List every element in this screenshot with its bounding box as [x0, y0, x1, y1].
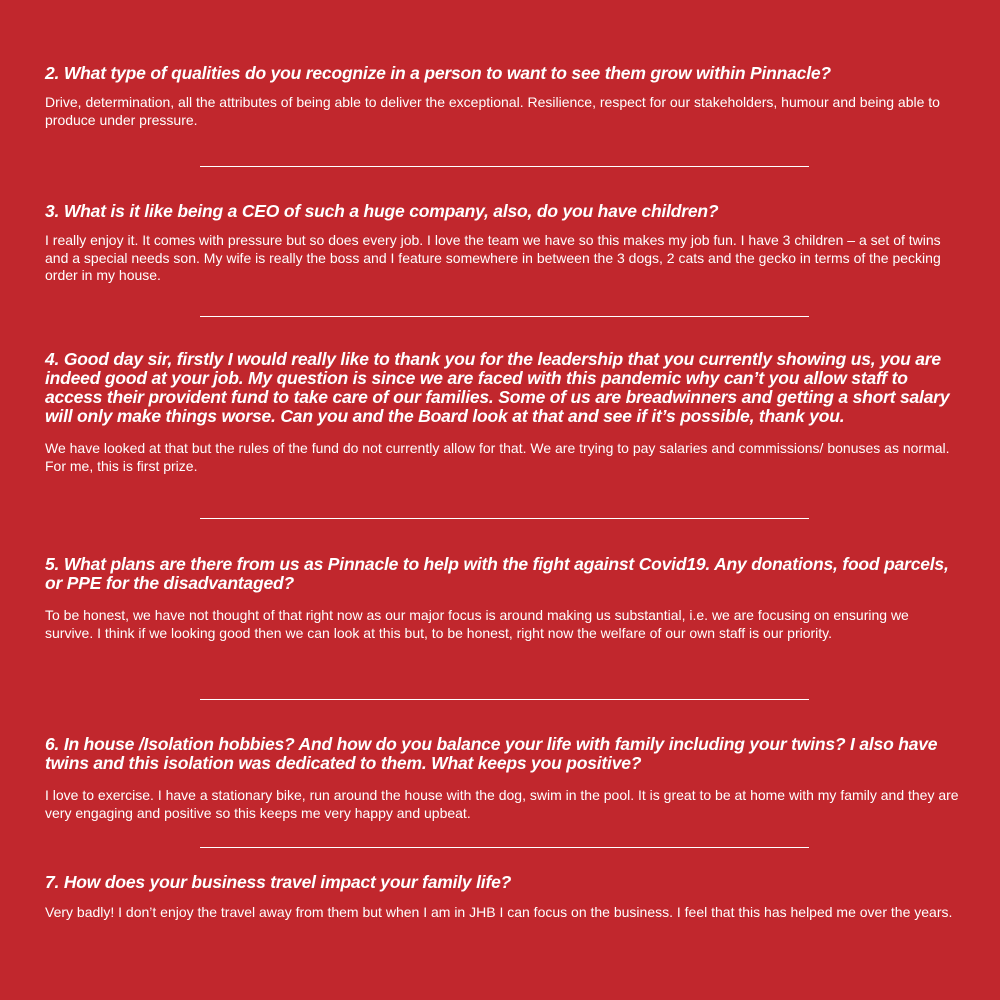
section-divider: [200, 699, 809, 700]
answer-text: Very badly! I don’t enjoy the travel away from them but when I am in JHB I can focus on the business. I feel that this has helped me over the years.: [45, 904, 953, 920]
question-text: 4. Good day sir, firstly I would really like to thank you for the leadership that you currently showing us, you are indeed good at your job. My question is since we are faced with this pandemic why can’t you allow staff to access their provident fund to take care of our families. Some of us are breadwinners and getting a short salary will only make things worse. Can you and the Board look at that and see if it’s possible, thank you.: [45, 349, 950, 426]
answer-text: We have looked at that but the rules of the fund do not currently allow for that. We are trying to pay salaries and commissions/ bonuses as normal. For me, this is first prize.: [45, 440, 950, 474]
question-text: 6. In house /Isolation hobbies? And how do you balance your life with family including your twins? I also have twins and this isolation was dedicated to them. What keeps you positive?: [45, 734, 938, 773]
qa-block-4: [45, 350, 960, 475]
answer-text: Drive, determination, all the attributes of being able to deliver the exceptional. Resilience, respect for our stakeholders, humour and being able to produce under pressure.: [45, 94, 940, 128]
question-text: 3. What is it like being a CEO of such a huge company, also, do you have children?: [45, 201, 719, 221]
qa-block-3: [45, 202, 960, 285]
section-divider: [200, 518, 809, 519]
question-text: 2. What type of qualities do you recognize in a person to want to see them grow within Pinnacle?: [45, 63, 831, 83]
answer-text: I love to exercise. I have a stationary bike, run around the house with the dog, swim in the pool. It is great to be at home with my family and they are very engaging and positive so this keeps me very happy and upbeat.: [45, 787, 959, 821]
answer-text: To be honest, we have not thought of that right now as our major focus is around making us substantial, i.e. we are focusing on ensuring we survive. I think if we looking good then we can look at this but, to be honest, right now the welfare of our own staff is our priority.: [45, 607, 909, 641]
section-divider: [200, 847, 809, 848]
section-divider: [200, 316, 809, 317]
question-text: 5. What plans are there from us as Pinnacle to help with the fight against Covid19. Any donations, food parcels, or PPE for the disadvantaged?: [45, 554, 949, 593]
section-divider: [200, 166, 809, 167]
qa-block-2: [45, 64, 960, 129]
qa-block-5: [45, 555, 960, 642]
qa-block-7: [45, 873, 960, 922]
answer-text: I really enjoy it. It comes with pressure but so does every job. I love the team we have so this makes my job fun. I have 3 children – a set of twins and a special needs son. My wife is really the boss and I feature somewhere in between the 3 dogs, 2 cats and the gecko in terms of the pecking order in my house.: [45, 232, 941, 283]
question-text: 7. How does your business travel impact your family life?: [45, 872, 512, 892]
qa-block-6: [45, 735, 960, 822]
